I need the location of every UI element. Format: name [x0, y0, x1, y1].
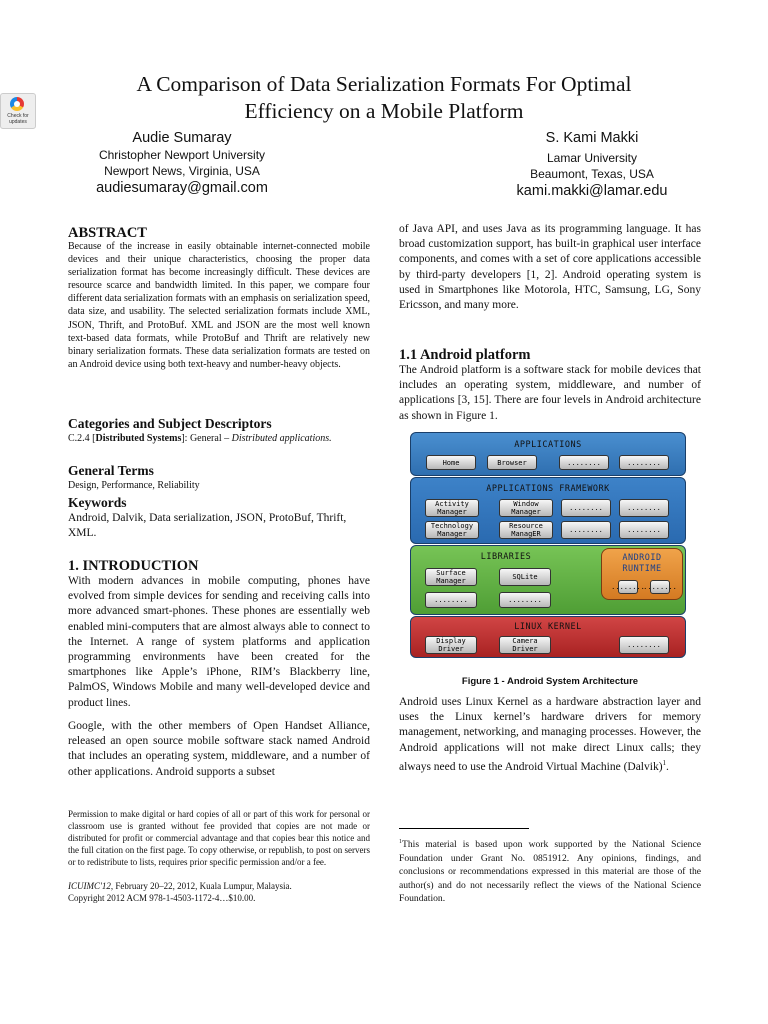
- footnote-divider: [399, 828, 529, 829]
- author-1-location: Newport News, Virginia, USA: [104, 164, 260, 178]
- framework-placeholder-box-2: ........: [619, 499, 669, 517]
- check-for-updates-badge[interactable]: [0, 93, 36, 129]
- author-1-name: Audie Sumaray: [132, 130, 232, 146]
- applications-layer: [410, 432, 686, 476]
- author-2: [472, 129, 712, 200]
- applications-layer-label: APPLICATIONS: [514, 440, 582, 450]
- permission-notice: Permission to make digital or hard copies of all or part of this work for personal or classroom use is granted without fee provided that copies are not made or distributed for profit or commercial advantage and that copies bear this notice and the full citation on the first page. To copy otherwise, or republish, to post on servers or to redistribute to lists, requires prior specific permission and/or a fee.: [68, 809, 370, 867]
- author-2-affiliation: Lamar University: [546, 151, 638, 165]
- intro-heading: 1. INTRODUCTION: [68, 558, 199, 574]
- framework-layer: [410, 477, 686, 544]
- title-line-1: A Comparison of Data Serialization Formats For Optimal: [136, 72, 632, 96]
- categories-text: [68, 432, 370, 445]
- continued-paragraph: of Java API, and uses Java as its programming language. It has broad customization support, has built-in graphical user interface components, and comes with a set of core applications accessible by third-party developers [1, 2]. Android operating system is used in Smartphones like Motorola, HTC, Samsung, LG, Sony Ericsson, and many more.: [399, 223, 701, 312]
- categories-apps: Distributed applications.: [231, 433, 332, 444]
- intro-paragraph-2: Google, with the other members of Open Handset Alliance, released an open source mobile software stack named Android that includes an operating system, middleware, and a number of other applications. Android supports a subset: [68, 720, 370, 778]
- author-1-affiliation: Christopher Newport University: [98, 148, 266, 162]
- home-box: Home: [426, 455, 476, 470]
- after-figure-end: .: [666, 760, 669, 773]
- footnote-text: This material is based upon work supported by the National Science Foundation under Grant No. 0851912. Any opinions, findings, and conclusions or recommendations expressed in this material are those of the author(s) and do not necessarily reflect the views of the National Science Foundation.: [399, 839, 701, 905]
- framework-placeholder-box-3: ........: [561, 521, 611, 539]
- keywords-heading: Keywords: [68, 495, 127, 510]
- library-placeholder-box-2: ........: [499, 592, 551, 608]
- linux-kernel-layer: [410, 616, 686, 658]
- copyright-line: Copyright 2012 ACM 978-1-4503-1172-4…$10.00.: [68, 893, 256, 903]
- categories-general: ]: General –: [181, 433, 232, 444]
- android-runtime-label: ANDROID RUNTIME: [622, 553, 662, 574]
- window-manager-box: Window Manager: [499, 499, 553, 517]
- app-placeholder-box-2: ........: [619, 455, 669, 470]
- sqlite-box: SQLite: [499, 568, 551, 586]
- surface-manager-box: Surface Manager: [425, 568, 477, 586]
- resource-manager-box: Resource ManagER: [499, 521, 553, 539]
- conference-info: [68, 880, 370, 892]
- libraries-layer: [410, 545, 686, 615]
- android-runtime-block: [601, 548, 683, 600]
- runtime-placeholder-box-2: ........: [650, 580, 670, 594]
- android-architecture-figure: [410, 432, 686, 658]
- conference-details: , February 20–22, 2012, Kuala Lumpur, Malaysia.: [110, 881, 292, 891]
- conference-name: ICUIMC'12: [68, 881, 111, 891]
- after-figure-paragraph: [399, 695, 701, 775]
- framework-placeholder-box-4: ........: [619, 521, 669, 539]
- footnote-marker[interactable]: 1: [662, 758, 667, 767]
- categories-code: C.2.4 [: [68, 433, 96, 444]
- section-paragraph-1: The Android platform is a software stack for mobile devices that includes an operating system, middleware, and number of applications [3, 15]. There are four levels in Android architecture as shown in Figure 1.: [399, 364, 701, 422]
- after-figure-text: Android uses Linux Kernel as a hardware abstraction layer and uses the Linux kernel’s hardware drivers for memory management, networking, and managing processes. However, the Android applications will not make direct Linux calls; they always need to use the Android Virtual Machine (Dalvik): [399, 696, 701, 773]
- categories-system: Distributed Systems: [95, 433, 182, 444]
- abstract-text: Because of the increase in easily obtainable internet-connected mobile devices and their unique characteristics, choosing the proper data serialization format has become increasingly difficult. These devices are resource scarce and bandwidth limited. In this paper, we compare four different data serialization formats with an emphasis on serialization speed, data size, and usability. The selected serialization formats include XML, JSON, Thrift, and ProtoBuf. XML and JSON are the most well known text-based data formats, while ProtoBuf and Thrift are relatively new binary serialization formats. These data serialization formats are tested on an Android device using both text-heavy and number-heavy objects.: [68, 241, 370, 370]
- camera-driver-box: Camera Driver: [499, 636, 551, 654]
- author-2-email[interactable]: kami.makki@lamar.edu: [516, 183, 668, 199]
- author-2-location: Beaumont, Texas, USA: [530, 167, 654, 181]
- display-driver-box: Display Driver: [425, 636, 477, 654]
- footnote-number: 1: [399, 839, 402, 845]
- paper-title: [60, 71, 708, 125]
- activity-manager-box: Activity Manager: [425, 499, 479, 517]
- app-placeholder-box-1: ........: [559, 455, 609, 470]
- crossmark-icon: [10, 97, 24, 111]
- terms-heading: General Terms: [68, 463, 154, 478]
- keywords-text: Android, Dalvik, Data serialization, JSON, ProtoBuf, Thrift, XML.: [68, 512, 347, 540]
- linux-kernel-label: LINUX KERNEL: [514, 622, 582, 632]
- footnote: [399, 836, 701, 906]
- categories-heading: Categories and Subject Descriptors: [68, 416, 272, 431]
- badge-label: Check for updates: [7, 113, 29, 125]
- libraries-layer-label: LIBRARIES: [480, 552, 532, 562]
- browser-box: Browser: [487, 455, 537, 470]
- author-2-name: S. Kami Makki: [545, 130, 639, 146]
- runtime-placeholder-box-1: ........: [618, 580, 638, 594]
- author-1: [62, 129, 302, 197]
- kernel-placeholder-box: ........: [619, 636, 669, 654]
- terms-text: Design, Performance, Reliability: [68, 480, 200, 491]
- figure-caption: Figure 1 - Android System Architecture: [461, 676, 639, 687]
- section-heading-android-platform: 1.1 Android platform: [399, 347, 531, 363]
- abstract-heading: ABSTRACT: [68, 225, 147, 241]
- title-line-2: Efficiency on a Mobile Platform: [244, 99, 524, 123]
- technology-manager-box: Technology Manager: [425, 521, 479, 539]
- intro-paragraph-1: With modern advances in mobile computing, phones have evolved from simple devices for sending and receiving calls into more advanced smart-phones. These phones are essentially web enabled mini-computers that are almost always able to connect to the Internet. A range of system platforms and application programming environments have been created for the smartphones like Apple’s iPhone, RIM’s Blackberry line, PalmOS, Windows Mobile and many well-developed device and product lines.: [68, 575, 370, 709]
- library-placeholder-box-1: ........: [425, 592, 477, 608]
- framework-layer-label: APPLICATIONS FRAMEWORK: [486, 484, 610, 494]
- author-1-email[interactable]: audiesumaray@gmail.com: [96, 180, 268, 196]
- framework-placeholder-box-1: ........: [561, 499, 611, 517]
